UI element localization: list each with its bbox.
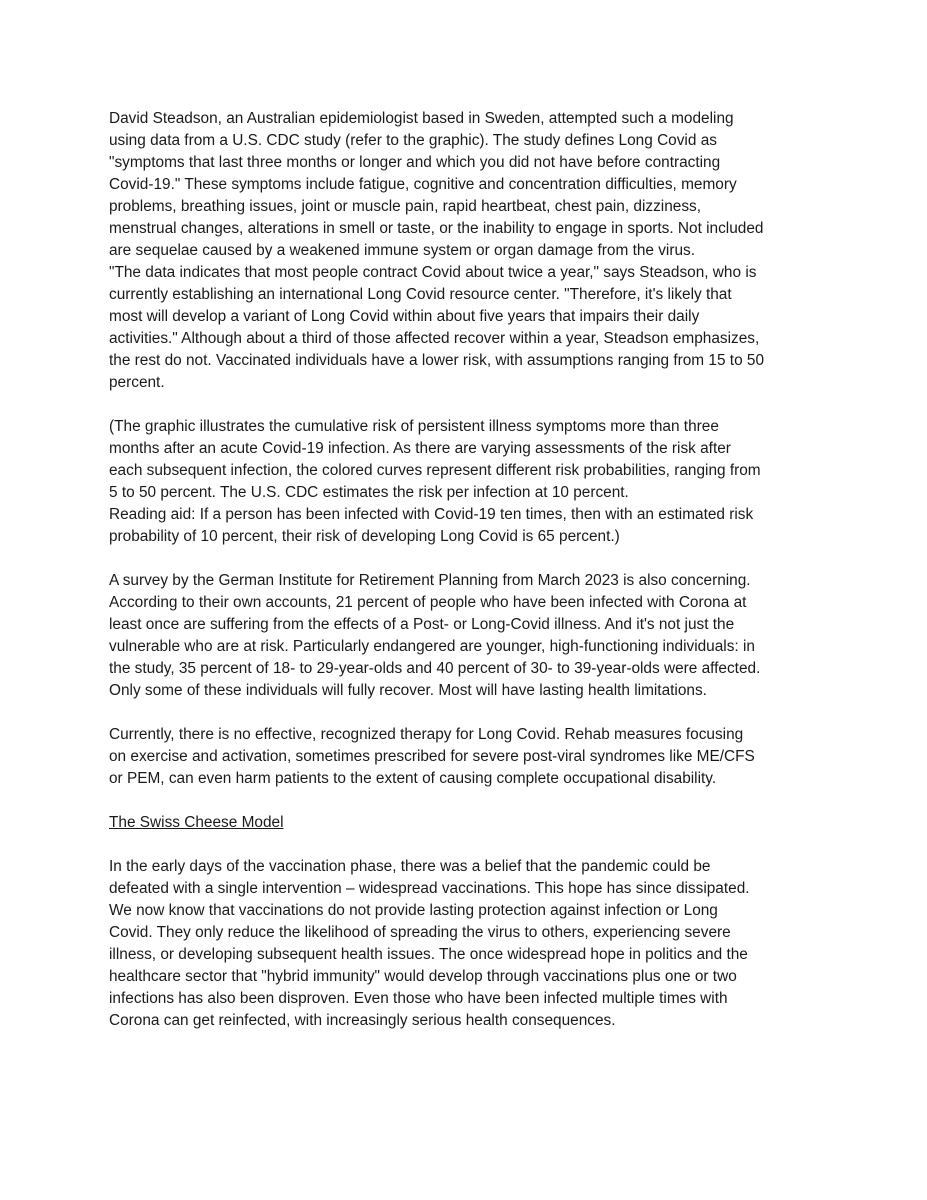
text-line: vulnerable who are at risk. Particularly endangered are younger, high-functioning individuals: in [109,638,755,655]
text-line: Currently, there is no effective, recognized therapy for Long Covid. Rehab measures focusing [109,726,744,743]
text-line: the rest do not. Vaccinated individuals have a lower risk, with assumptions ranging from 15 to 50 [109,352,765,369]
text-line: months after an acute Covid-19 infection. As there are varying assessments of the risk after [109,440,731,457]
paragraph-graphic-caption [109,416,821,548]
text-line: Only some of these individuals will fully recover. Most will have lasting health limitations. [109,682,707,699]
text-line: most will develop a variant of Long Covid within about five years that impairs their daily [109,308,700,325]
text-line: activities." Although about a third of those affected recover within a year, Steadson emphasizes, [109,330,760,347]
text-line: We now know that vaccinations do not provide lasting protection against infection or Long [109,902,718,919]
text-line: Reading aid: If a person has been infected with Covid-19 ten times, then with an estimated risk [109,506,754,523]
text-line: menstrual changes, alterations in smell or taste, or the inability to engage in sports. Not included [109,220,764,237]
text-line: David Steadson, an Australian epidemiologist based in Sweden, attempted such a modeling [109,110,734,127]
text-line: "The data indicates that most people contract Covid about twice a year," says Steadson, who is [109,264,757,281]
text-line: on exercise and activation, sometimes prescribed for severe post-viral syndromes like ME/CFS [109,748,755,765]
text-line: (The graphic illustrates the cumulative risk of persistent illness symptoms more than three [109,418,719,435]
text-line: each subsequent infection, the colored curves represent different risk probabilities, ranging from [109,462,761,479]
text-line: percent. [109,374,165,391]
paragraph-vaccination-phase [109,856,821,1032]
section-heading-wrapper [109,812,821,834]
text-line: infections has also been disproven. Even those who have been infected multiple times with [109,990,728,1007]
text-line: Covid. They only reduce the likelihood of spreading the virus to others, experiencing severe [109,924,731,941]
text-line: probability of 10 percent, their risk of developing Long Covid is 65 percent.) [109,528,620,545]
paragraph-retirement-survey [109,570,821,702]
text-line: using data from a U.S. CDC study (refer to the graphic). The study defines Long Covid as [109,132,717,149]
section-heading: The Swiss Cheese Model [109,814,284,831]
text-line: problems, breathing issues, joint or muscle pain, rapid heartbeat, chest pain, dizziness, [109,198,701,215]
text-line: or PEM, can even harm patients to the extent of causing complete occupational disability. [109,770,717,787]
text-line: least once are suffering from the effects of a Post- or Long-Covid illness. And it's not just the [109,616,735,633]
text-line: the study, 35 percent of 18- to 29-year-olds and 40 percent of 30- to 39-year-olds were affected. [109,660,761,677]
text-line: illness, or developing subsequent health issues. The once widespread hope in politics and the [109,946,748,963]
paragraph-therapy [109,724,821,790]
text-line: 5 to 50 percent. The U.S. CDC estimates the risk per infection at 10 percent. [109,484,629,501]
text-line: According to their own accounts, 21 percent of people who have been infected with Corona at [109,594,747,611]
text-line: In the early days of the vaccination phase, there was a belief that the pandemic could be [109,858,711,875]
text-line: Covid-19." These symptoms include fatigue, cognitive and concentration difficulties, memory [109,176,737,193]
document-body [109,108,821,1054]
paragraph-steadson-modeling [109,108,821,394]
text-line: are sequelae caused by a weakened immune system or organ damage from the virus. [109,242,696,259]
text-line: A survey by the German Institute for Retirement Planning from March 2023 is also concerning. [109,572,751,589]
text-line: Corona can get reinfected, with increasingly serious health consequences. [109,1012,616,1029]
text-line: healthcare sector that "hybrid immunity" would develop through vaccinations plus one or two [109,968,737,985]
text-line: "symptoms that last three months or longer and which you did not have before contracting [109,154,721,171]
text-line: defeated with a single intervention – widespread vaccinations. This hope has since dissipated. [109,880,750,897]
text-line: currently establishing an international Long Covid resource center. "Therefore, it's likely that [109,286,732,303]
